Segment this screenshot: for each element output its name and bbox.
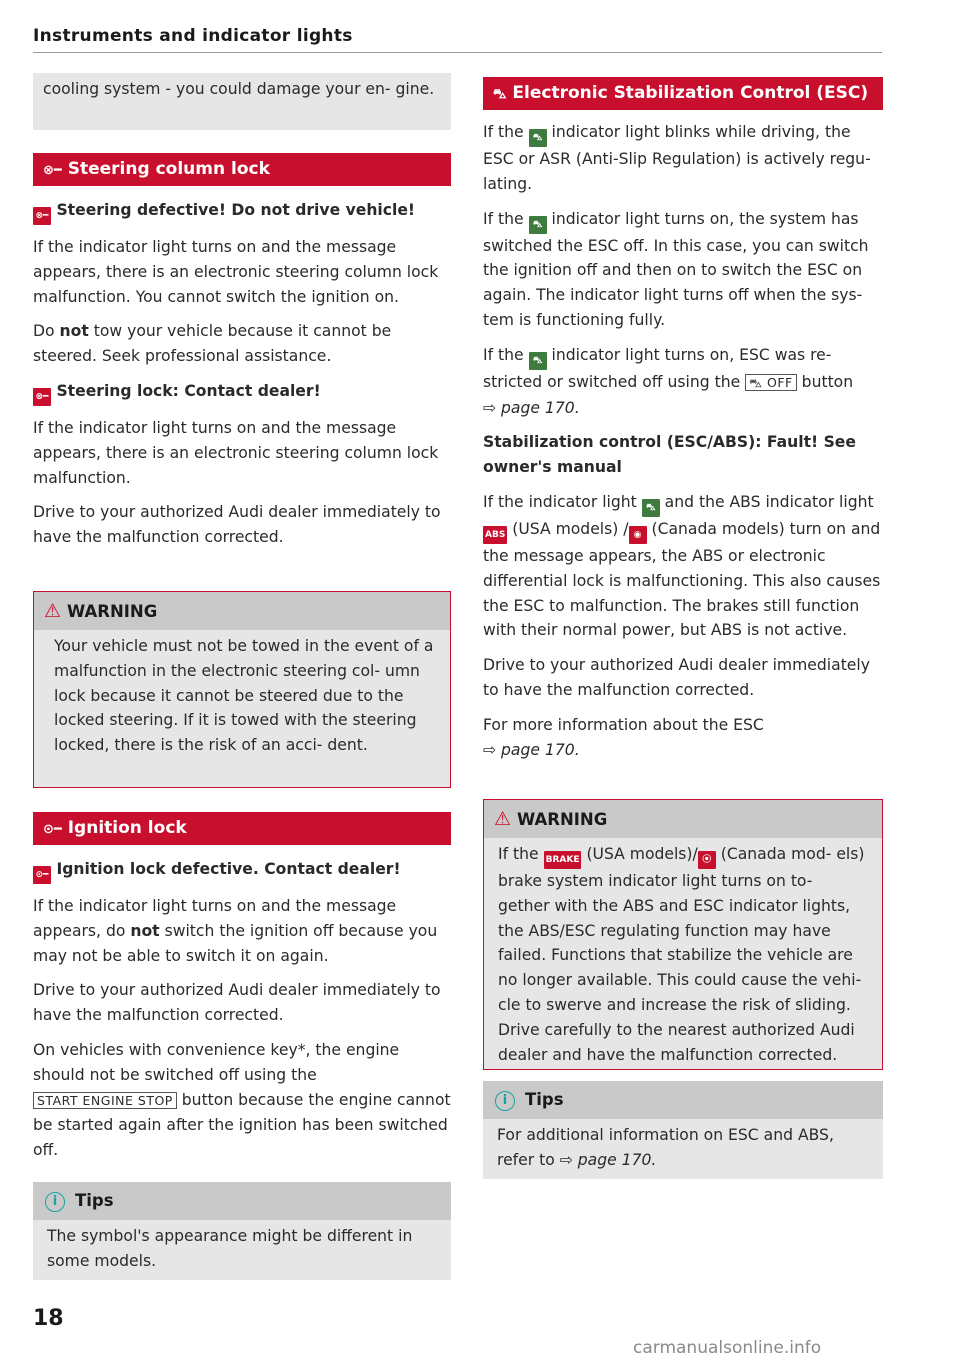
warning-header: ⚠ WARNING (484, 800, 882, 838)
running-header: Instruments and indicator lights (33, 26, 353, 46)
warning-triangle-icon: ⚠ (44, 600, 62, 622)
esc-section (483, 120, 883, 762)
steering-lock-indicator-icon: ⊗━ (33, 388, 51, 406)
warning-text: If the BRAKE (USA models)/ ⦿ (Canada mod- els) brake system indicator light turns on to- gether with the ABS and ESC indicator lights, the ABS/ESC regulating function may have failed. Functions that stabilize the vehicle are no longer available. This could cause the vehi- cle to swerve and increase the risk of sliding. Drive carefully to the nearest authorized Audi dealer and have the malfunction corrected. (498, 845, 865, 1064)
ignition-lock-icon: ⊙━ (43, 822, 62, 837)
esc-p2: If the ⛍ indicator light turns on, the system has switched the ESC off. In this case, you can switch the ignition off and then on to switch the ESC on again. The indicator light turns off when the sys- tem is functioning fully. (483, 209, 869, 329)
tips-header: i Tips (483, 1081, 883, 1119)
brake-indicator-icon: BRAKE (544, 851, 582, 869)
esc-off-indicator-icon: ⛍ (529, 216, 547, 234)
esc-icon: ⛍ (493, 87, 507, 102)
page-ref-link[interactable]: ⇨ page 170. (483, 740, 580, 759)
abs-canada-indicator-icon: ◉ (629, 526, 647, 544)
brake-canada-indicator-icon: ⦿ (698, 851, 716, 869)
steering-section (33, 198, 451, 550)
warning-header: ⚠ WARNING (34, 592, 450, 630)
steering-lock-contact-sub: ⊗━ Steering lock: Contact dealer! (33, 379, 451, 406)
info-icon: i (495, 1091, 515, 1111)
page-ref-link[interactable]: ⇨ page 170. (559, 1150, 657, 1169)
page-ref-link[interactable]: ⇨ page 170. (483, 398, 580, 417)
esc-restricted-indicator-icon: ⛍ (529, 352, 547, 370)
ignition-p2: Drive to your authorized Audi dealer immediately to have the malfunction corrected. (33, 981, 441, 1025)
steering-lock-heading (33, 153, 451, 186)
ignition-indicator-icon: ⊙━ (33, 866, 51, 884)
steering-warning-box (33, 591, 451, 788)
steering-indicator-icon: ⊗━ (33, 207, 51, 225)
steering-p4: Drive to your authorized Audi dealer immediately to have the malfunction corrected. (33, 503, 441, 547)
esc-title: Electronic Stabilization Control (ESC) (512, 83, 869, 103)
esc-p6: For more information about the ESC ⇨ page 170. (483, 715, 764, 759)
watermark: carmanualsonline.info (633, 1338, 822, 1358)
ignition-section (33, 857, 451, 1163)
intro-text: cooling system - you could damage your en- gine. (43, 80, 435, 98)
tips-text: The symbol's appearance might be different in some models. (47, 1227, 413, 1270)
ignition-p1: If the indicator light turns on and the message appears, do not switch the ignition off because you may not be able to switch it on again. (33, 897, 438, 965)
esc-warning-box (483, 799, 883, 1070)
ignition-lock-title: Ignition lock (67, 818, 187, 838)
tips-text: For additional information on ESC and ABS, refer to ⇨ page 170. (497, 1126, 834, 1169)
esc-p1: If the ⛍ indicator light blinks while driving, the ESC or ASR (Anti-Slip Regulation) is actively regu- lating. (483, 123, 871, 193)
abs-indicator-icon: ABS (483, 526, 507, 544)
steering-lock-icon: ⊗━ (43, 163, 62, 178)
esc-indicator-icon: ⛍ (529, 129, 547, 147)
steering-defective-sub: ⊗━ Steering defective! Do not drive vehicle! (33, 198, 451, 225)
page-number: 18 (33, 1306, 64, 1331)
warning-triangle-icon: ⚠ (494, 808, 512, 830)
esc-p4: If the indicator light ⛍ and the ABS indicator light ABS (USA models) / ◉ (Canada models) turn on and the message appears, the ABS or electronic differential lock is malfunctioning. This also causes the ESC to malfunction. The brakes still function with their normal power, but ABS is not active. (483, 492, 881, 640)
steering-p1: If the indicator light turns on and the message appears, there is an electronic steering column lock malfunction. You cannot switch the ignition on. (33, 238, 439, 306)
esc-heading (483, 77, 883, 110)
esc-abs-fault-sub: Stabilization control (ESC/ABS): Fault! See owner's manual (483, 433, 856, 477)
ignition-lock-heading (33, 812, 451, 845)
header-rule (33, 52, 882, 53)
warning-text: Your vehicle must not be towed in the event of a malfunction in the electronic steering col- umn lock because it cannot be steered due to the locked steering. If it is towed with the steering locked, there is the risk of an acci- dent. (54, 637, 434, 755)
start-engine-stop-key: START ENGINE STOP (33, 1092, 177, 1109)
info-icon: i (45, 1192, 65, 1212)
right-tips-box (483, 1081, 883, 1179)
esc-p5: Drive to your authorized Audi dealer immediately to have the malfunction corrected. (483, 656, 870, 699)
ignition-defective-sub: ⊙━ Ignition lock defective. Contact dealer! (33, 857, 451, 884)
steering-p3: If the indicator light turns on and the message appears, there is an electronic steering column lock malfunction. (33, 418, 439, 487)
esc-p3: If the ⛍ indicator light turns on, ESC was re- stricted or switched off using the ⛍ OFF button ⇨ page 170. (483, 345, 854, 417)
steering-p2: Do not tow your vehicle because it cannot be steered. Seek professional assistance. (33, 322, 392, 366)
esc-off-key: ⛍ OFF (745, 374, 797, 391)
tips-header: i Tips (33, 1182, 451, 1220)
esc-fault-indicator-icon: ⛍ (642, 499, 660, 517)
intro-box (33, 73, 451, 130)
steering-lock-title: Steering column lock (67, 159, 270, 179)
left-tips-box (33, 1182, 451, 1280)
ignition-p3: On vehicles with convenience key*, the engine should not be switched off using the START ENGINE STOP button because the engine cannot be started again after the ignition has been switched off. (33, 1040, 451, 1160)
